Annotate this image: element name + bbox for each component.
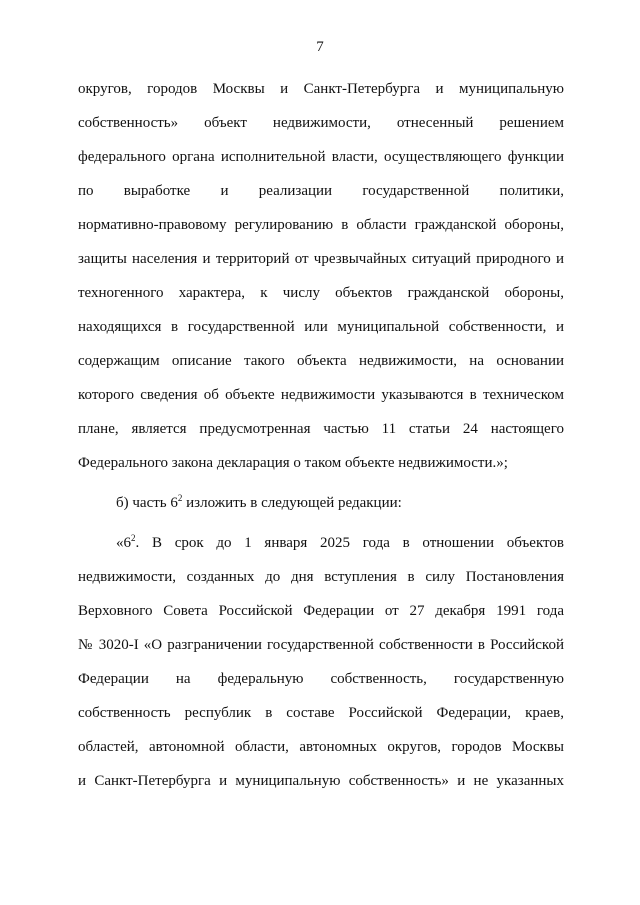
text-line: областей, автономной области, автономных округов, городов Москвы: [78, 739, 564, 755]
text-line: плане, является предусмотренная частью 11 статьи 24 настоящего: [78, 421, 564, 437]
page-number: 7: [316, 39, 324, 55]
text-line: защиты населения и территорий от чрезвычайных ситуаций природного и: [78, 251, 564, 267]
text-line: федерального органа исполнительной власти, осуществляющего функции: [78, 149, 564, 165]
superscript: 2: [131, 533, 136, 543]
text-line: недвижимости, созданных до дня вступления в силу Постановления: [78, 569, 564, 585]
text-line: собственность республик в составе Российской Федерации, краев,: [78, 705, 564, 721]
text-line: и Санкт-Петербурга и муниципальную собственность» и не указанных: [78, 773, 564, 789]
document-body: [78, 72, 564, 798]
text-line: [78, 486, 564, 520]
text-line: № 3020-I «О разграничении государственной собственности в Российской: [78, 637, 564, 653]
text-line: собственность» объект недвижимости, отнесенный решением: [78, 115, 564, 131]
text-line: [78, 526, 564, 560]
text-line: содержащим описание такого объекта недвижимости, на основании: [78, 353, 564, 369]
text-run: «6: [116, 535, 131, 551]
text-line: Федерации на федеральную собственность, государственную: [78, 671, 564, 687]
text-line: которого сведения об объекте недвижимости указываются в техническом: [78, 387, 564, 403]
text-run: б) часть 6: [116, 495, 178, 511]
text-line: Верховного Совета Российской Федерации от 27 декабря 1991 года: [78, 603, 564, 619]
text-line: техногенного характера, к числу объектов гражданской обороны,: [78, 285, 564, 301]
text-line: нормативно-правовому регулированию в области гражданской обороны,: [78, 217, 564, 233]
text-line: находящихся в государственной или муниципальной собственности, и: [78, 319, 564, 335]
text-line: Федерального закона декларация о таком объекте недвижимости.»;: [78, 455, 508, 471]
text-run: . В срок до 1 января 2025 года в отношении объектов: [135, 535, 564, 551]
text-line: округов, городов Москвы и Санкт-Петербурга и муниципальную: [78, 81, 564, 97]
superscript: 2: [177, 493, 183, 503]
text-line: по выработке и реализации государственной политики,: [78, 183, 564, 199]
text-run: изложить в следующей редакции:: [182, 495, 402, 511]
